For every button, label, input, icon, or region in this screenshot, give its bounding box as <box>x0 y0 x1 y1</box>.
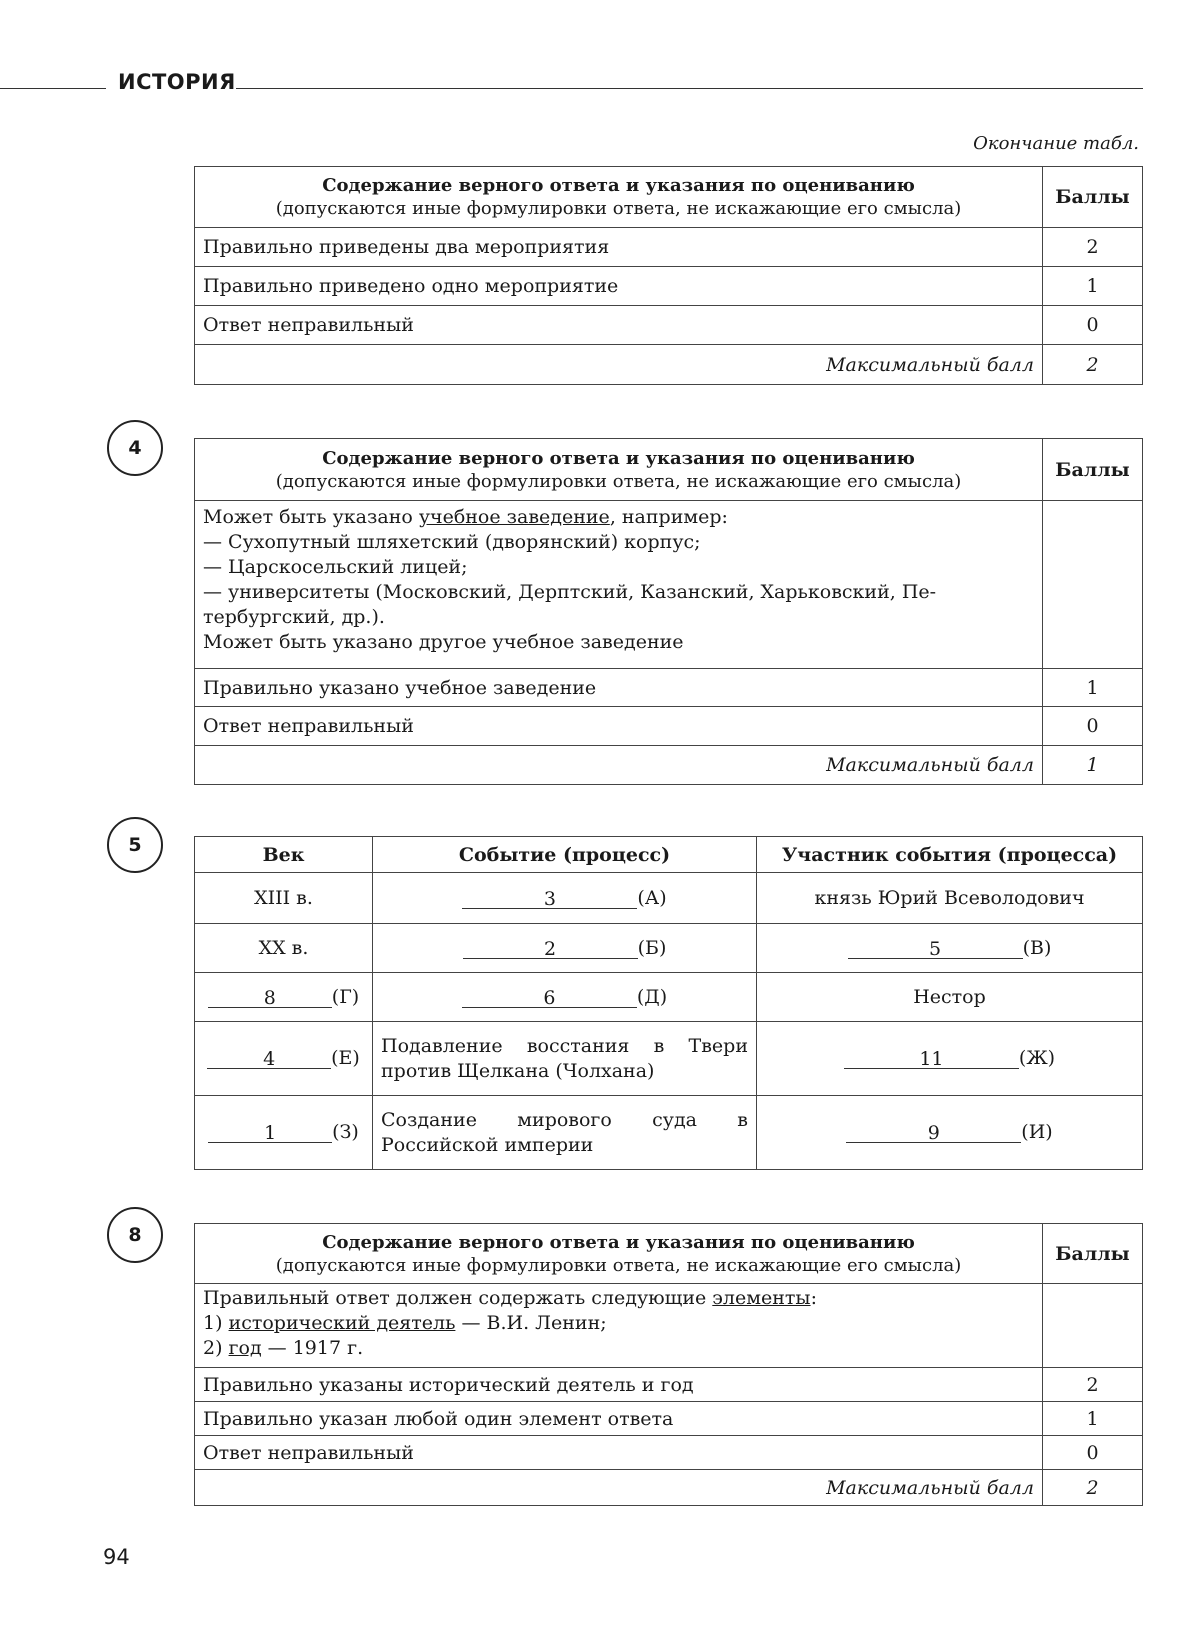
max-score-row: Максимальный балл 1 <box>195 746 1143 785</box>
table-row: Правильно указаны исторический деятель и год 2 <box>195 1368 1143 1402</box>
table-row: XX в. 2 (Б) 5 (В) <box>195 924 1143 973</box>
table-row: Ответ неправильный 0 <box>195 1436 1143 1470</box>
table-row: Правильно указано учебное заведение 1 <box>195 669 1143 707</box>
content-header: Содержание верного ответа и указания по оцениванию (допускаются иные формулировки ответа, не искажающие его смысла) <box>195 439 1043 501</box>
question-number-badge: 4 <box>107 420 163 476</box>
content-header: Содержание верного ответа и указания по оцениванию (допускаются иные формулировки ответа, не искажающие его смысла) <box>195 1224 1043 1284</box>
scoring-table-4 <box>194 438 1143 785</box>
content-header: Содержание верного ответа и указания по оцениванию (допускаются иные формулировки ответа, не искажающие его смысла) <box>195 167 1043 228</box>
table-continuation-note: Окончание табл. <box>973 133 1139 154</box>
table-row: Ответ неправильный 0 <box>195 306 1143 345</box>
table-row: 4 (Е) Подавление восстания в Твери против Щелкана (Чолхана) 11 (Ж) <box>195 1022 1143 1096</box>
max-score-row: Максимальный балл 2 <box>195 1470 1143 1506</box>
scoring-table-3 <box>194 166 1143 385</box>
table-row: Ответ неправильный 0 <box>195 707 1143 746</box>
scoring-table-8 <box>194 1223 1143 1506</box>
column-header: Событие (процесс) <box>373 837 757 873</box>
answer-content-row: Может быть указано учебное заведение, например: — Сухопутный шляхетский (дворянский) корпус; — Царскосельский лицей; — университеты (Московский, Дерптский, Казанский, Харьковский, Пе- тербургский, др.). Может быть указано другое учебное заведение <box>195 501 1143 669</box>
table-row: 8 (Г) 6 (Д) Нестор <box>195 973 1143 1022</box>
table-row: Правильно указан любой один элемент ответа 1 <box>195 1402 1143 1436</box>
question-number-badge: 8 <box>107 1207 163 1263</box>
table-row: 1 (З) Создание мирового суда в Российской империи 9 (И) <box>195 1096 1143 1170</box>
score-header: Баллы <box>1043 439 1143 501</box>
question-number-badge: 5 <box>107 817 163 873</box>
section-title: ИСТОРИЯ <box>118 70 236 94</box>
score-header: Баллы <box>1043 167 1143 228</box>
max-score-row: Максимальный балл 2 <box>195 345 1143 385</box>
header-rule-left <box>0 88 106 89</box>
page-number: 94 <box>103 1545 130 1569</box>
table-row: Правильно приведено одно мероприятие 1 <box>195 267 1143 306</box>
table-row: XIII в. 3 (А) князь Юрий Всеволодович <box>195 873 1143 924</box>
score-header: Баллы <box>1043 1224 1143 1284</box>
header-rule-right <box>236 88 1143 89</box>
table-row: Правильно приведены два мероприятия 2 <box>195 228 1143 267</box>
answer-content-row: Правильный ответ должен содержать следующие элементы: 1) исторический деятель — В.И. Ленин; 2) год — 1917 г. <box>195 1284 1143 1368</box>
column-header: Век <box>195 837 373 873</box>
events-table <box>194 836 1143 1170</box>
column-header: Участник события (процесса) <box>757 837 1143 873</box>
